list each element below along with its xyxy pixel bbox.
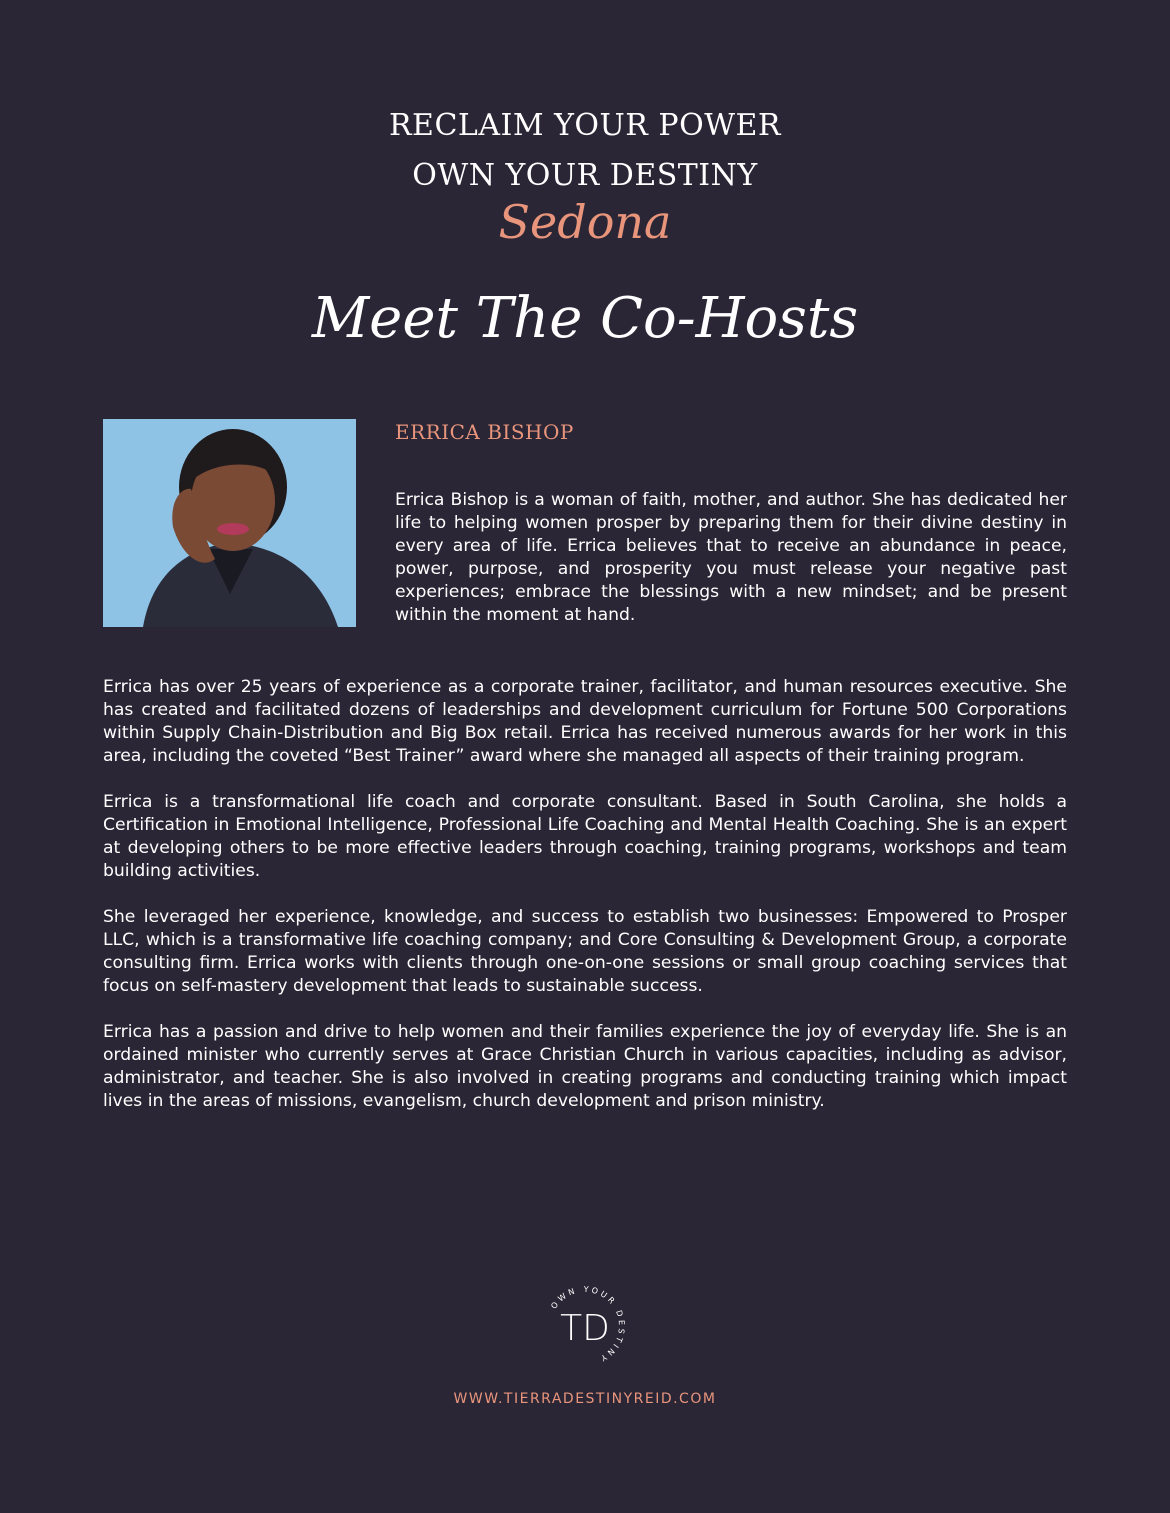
logo-mark [535, 1276, 635, 1376]
brand-logo [535, 1276, 635, 1376]
portrait-illustration [103, 419, 356, 627]
logo-ring-text: OWN YOUR DESTINY [549, 1284, 627, 1364]
bio-paragraph: She leveraged her experience, knowledge, and success to establish two businesses: Empowered to Prosper LLC, which is a transformative life coaching company; and Core Consulting & Development Group, a corporate consulting firm. Errica works with clients through one-on-one sessions or small group coaching services that focus on self-mastery development that leads to sustainable success. [103, 907, 1067, 996]
section-script-title: Meet The Co-Hosts [311, 286, 859, 351]
host-intro: Errica Bishop is a woman of faith, mother, and author. She has dedicated her life to helping women prosper by preparing them for their divine destiny in every area of life. Errica believes that to receive an abundance in peace, power, purpose, and prosperity you must release your negative past experiences; embrace the blessings with a new mindset; and be present within the moment at hand. [395, 490, 1067, 625]
host-bio [103, 676, 1067, 1136]
bio-paragraph: Errica is a transformational life coach and corporate consultant. Based in South Carolina, she holds a Certification in Emotional Intelligence, Professional Life Coaching and Mental Health Coaching. She is an expert at developing others to be more effective leaders through coaching, training programs, workshops and team building activities. [103, 792, 1067, 881]
title-line-1: RECLAIM YOUR POWER [388, 108, 782, 143]
location-script-title: Sedona [498, 195, 672, 249]
bio-paragraph: Errica has a passion and drive to help women and their families experience the joy of everyday life. She is an ordained minister who currently serves at Grace Christian Church in various capacities, including as advisor, administrator, and teacher. She is also involved in creating programs and conducting training which impact lives in the areas of missions, evangelism, church development and prison ministry. [103, 1022, 1067, 1111]
host-name: ERRICA BISHOP [395, 420, 574, 444]
website-link[interactable]: WWW.TIERRADESTINYREID.COM [453, 1391, 717, 1407]
logo-monogram: TD [560, 1308, 610, 1349]
bio-paragraph: Errica has over 25 years of experience as a corporate trainer, facilitator, and human resources executive. She has created and facilitated dozens of leaderships and development curriculum for Fortune 500 Corporations within Supply Chain-Distribution and Big Box retail. Errica has received numerous awards for her work in this area, including the coveted “Best Trainer” award where she managed all aspects of their training program. [103, 677, 1067, 766]
title-line-2: OWN YOUR DESTINY [412, 158, 758, 193]
host-portrait [103, 419, 356, 627]
